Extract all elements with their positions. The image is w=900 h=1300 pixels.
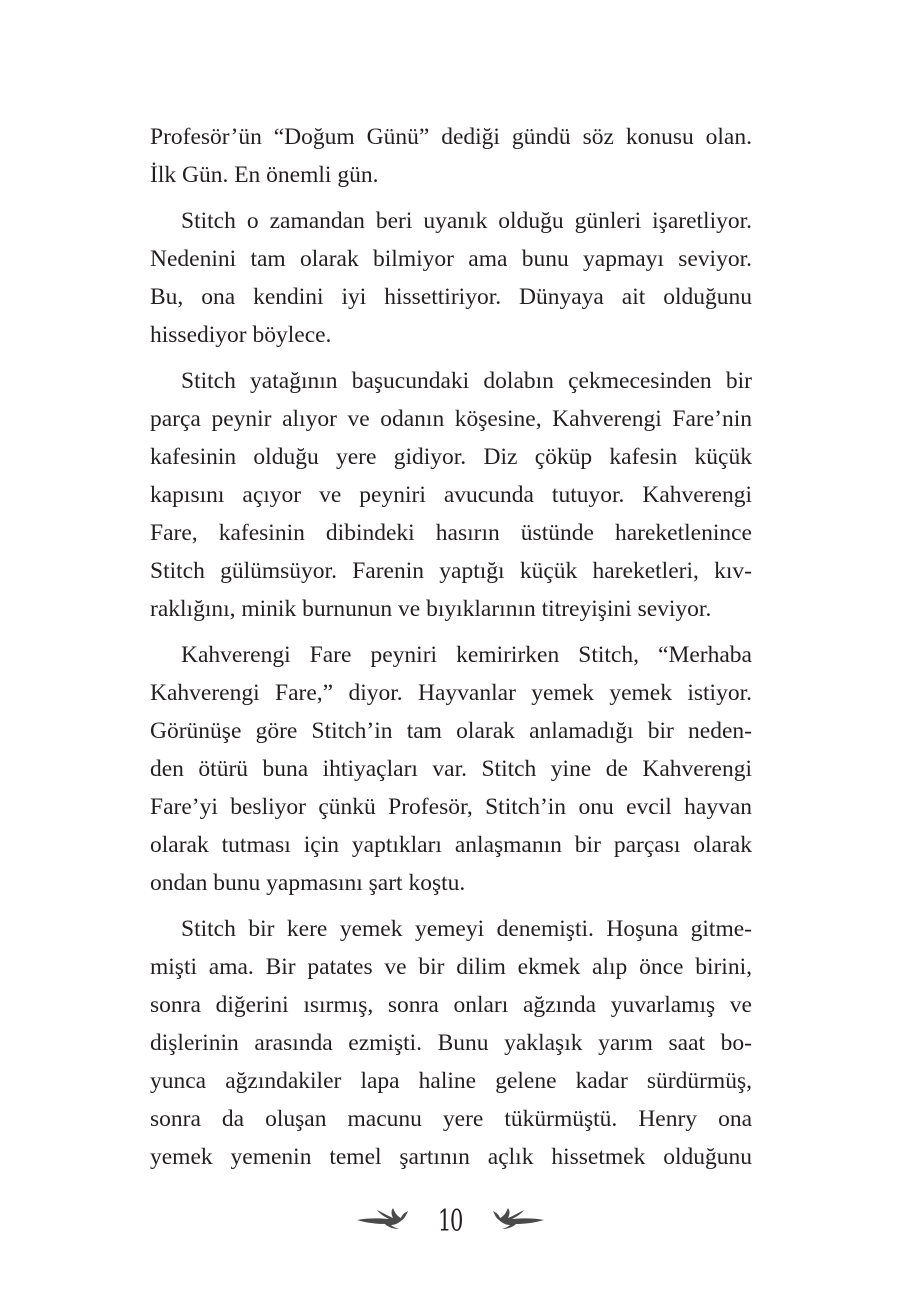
body-text [150, 118, 752, 1184]
text-line: Bu, ona kendini iyi hissettiriyor. Dünyaya ait olduğunu [150, 284, 752, 310]
text-line: Stitch bir kere yemek yemeyi denemişti. Hoşuna gitme- [181, 916, 752, 942]
text-line: den ötürü buna ihtiyaçları var. Stitch yine de Kahverengi [150, 756, 752, 782]
text-line: Stitch yatağının başucundaki dolabın çekmecesinden bir [181, 368, 752, 394]
text-line: İlk Gün. En önemli gün. [150, 162, 379, 188]
feather-ornament-right-icon [490, 1206, 546, 1237]
text-line: dişlerinin arasında ezmişti. Bunu yaklaşık yarım saat bo- [150, 1030, 752, 1056]
text-line: kafesinin olduğu yere gidiyor. Diz çöküp kafesin küçük [150, 444, 752, 470]
text-line: Nedenini tam olarak bilmiyor ama bunu yapmayı seviyor. [150, 246, 752, 272]
text-line: sonra diğerini ısırmış, sonra onları ağzında yuvarlamış ve [150, 992, 752, 1018]
text-line: kapısını açıyor ve peyniri avucunda tutuyor. Kahverengi [150, 482, 752, 508]
text-line: Profesör’ün “Doğum Günü” dediği gündü söz konusu olan. [150, 124, 752, 150]
paragraph [150, 202, 752, 354]
text-line: mişti ama. Bir patates ve bir dilim ekmek alıp önce birini, [150, 954, 752, 980]
paragraph [150, 118, 752, 194]
page-number: 10 [438, 1204, 462, 1239]
text-line: yunca ağzındakiler lapa haline gelene kadar sürdürmüş, [150, 1068, 752, 1094]
paragraph [150, 636, 752, 902]
text-line: sonra da oluşan macunu yere tükürmüştü. Henry ona [150, 1106, 752, 1132]
feather-ornament-left-icon [355, 1206, 411, 1237]
text-line: Stitch gülümsüyor. Farenin yaptığı küçük hareketleri, kıv- [150, 558, 752, 584]
text-line: parça peynir alıyor ve odanın köşesine, Kahverengi Fare’nin [150, 406, 752, 432]
paragraph [150, 362, 752, 628]
text-line: raklığını, minik burnunun ve bıyıklarının titreyişini seviyor. [150, 596, 712, 622]
paragraph [150, 910, 752, 1176]
text-line: Stitch o zamandan beri uyanık olduğu günleri işaretliyor. [181, 208, 752, 234]
text-line: yemek yemenin temel şartının açlık hissetmek olduğunu [150, 1144, 752, 1170]
text-line: olarak tutması için yaptıkları anlaşmanın bir parçası olarak [150, 832, 752, 858]
text-line: ondan bunu yapmasını şart koştu. [150, 870, 466, 896]
text-line: Kahverengi Fare peyniri kemirirken Stitch, “Merhaba [181, 642, 752, 668]
text-line: hissediyor böylece. [150, 322, 332, 348]
page-footer [0, 1200, 900, 1250]
text-line: Fare’yi besliyor çünkü Profesör, Stitch’in onu evcil hayvan [150, 794, 752, 820]
text-line: Görünüşe göre Stitch’in tam olarak anlamadığı bir neden- [150, 718, 752, 744]
text-line: Fare, kafesinin dibindeki hasırın üstünde hareketlenince [150, 520, 752, 546]
text-line: Kahverengi Fare,” diyor. Hayvanlar yemek yemek istiyor. [150, 680, 752, 706]
